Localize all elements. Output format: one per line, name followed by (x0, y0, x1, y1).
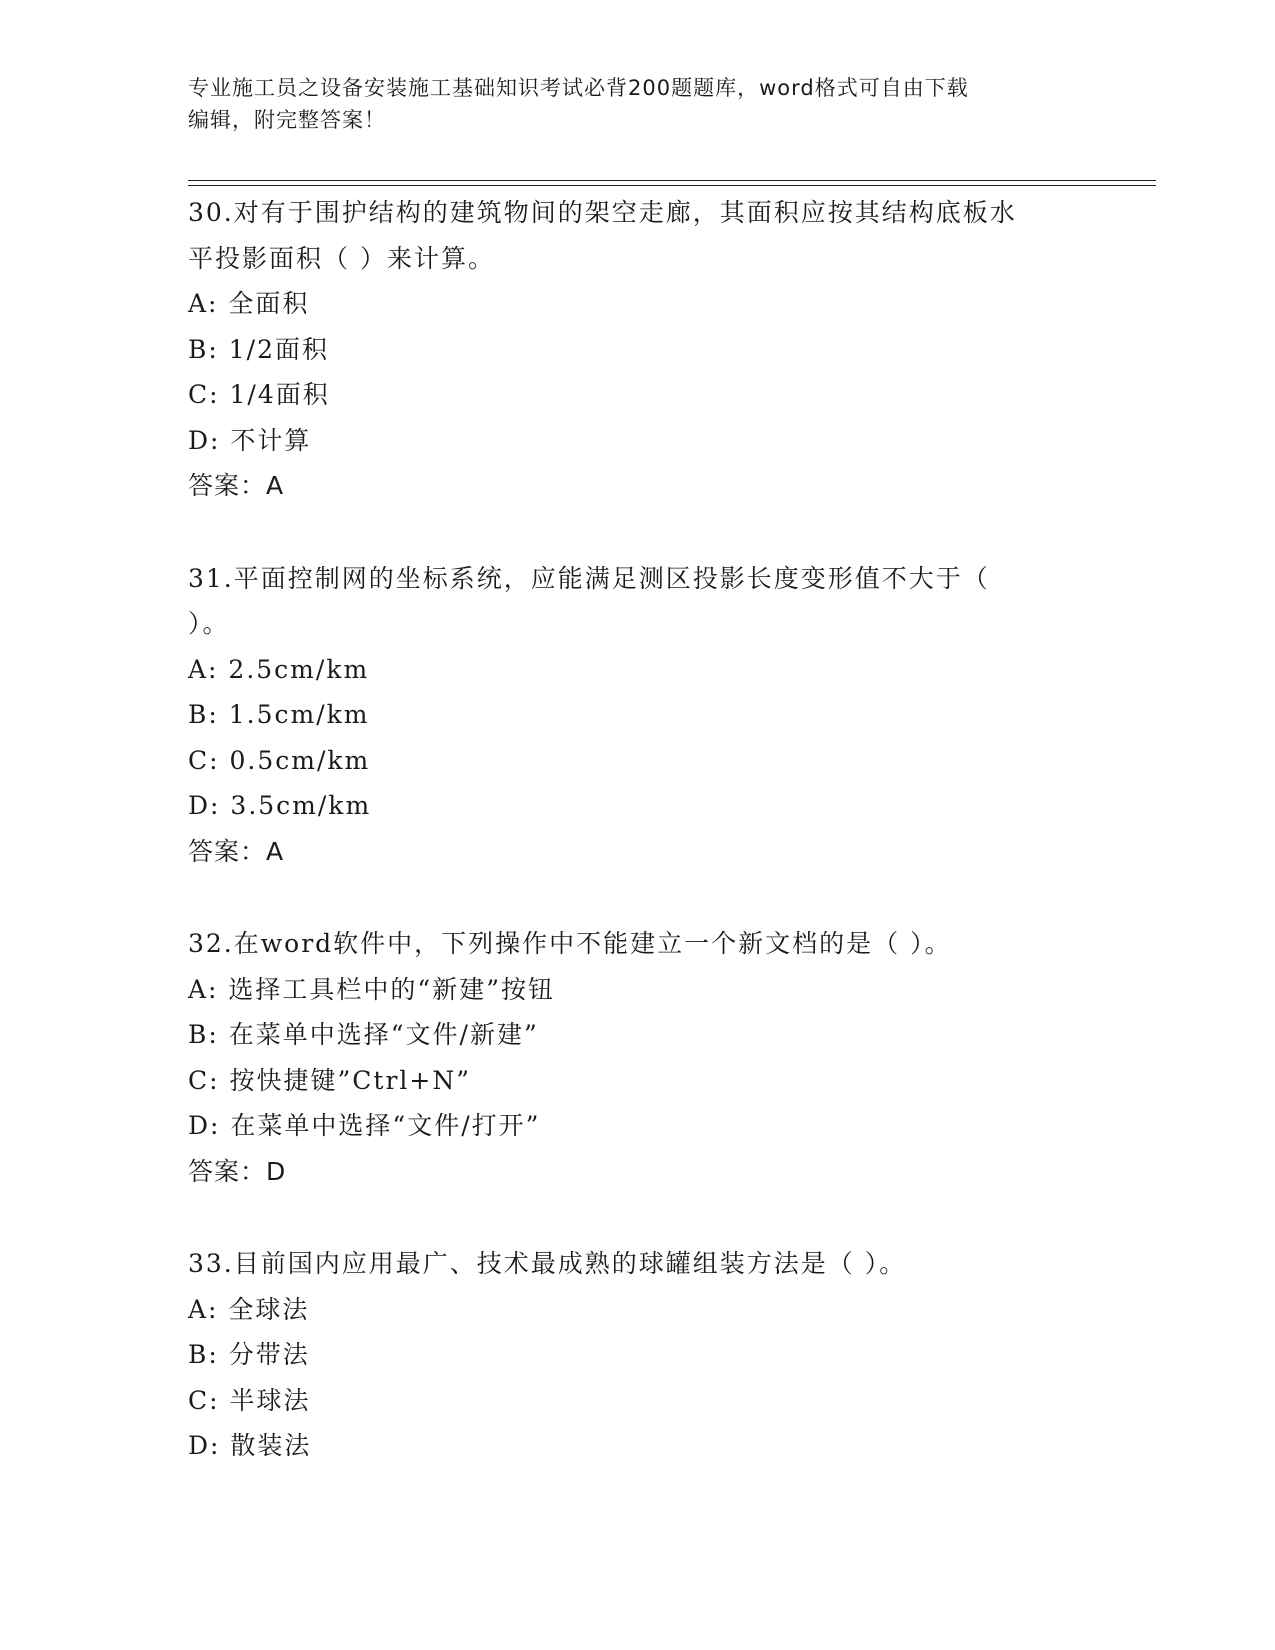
option-a: A: 选择工具栏中的“新建”按钮 (188, 974, 555, 1004)
question-33 (188, 1241, 1088, 1469)
header-title-line-1: 专业施工员之设备安装施工基础知识考试必背200题题库，word格式可自由下载 (188, 76, 969, 100)
option-d: D: 在菜单中选择“文件/打开” (188, 1111, 541, 1140)
option-b: B: 在菜单中选择“文件/新建” (188, 1020, 539, 1049)
option-c: C: 半球法 (188, 1385, 311, 1415)
option-c: C: 1/4面积 (188, 380, 330, 409)
question-stem-continued: ）。 (188, 609, 230, 638)
question-list (188, 190, 1088, 1469)
question-30 (188, 190, 1088, 509)
question-stem: 31.平面控制网的坐标系统，应能满足测区投影长度变形值不大于（ (188, 563, 990, 593)
header-title-line-2: 编辑，附完整答案！ (188, 108, 386, 132)
document-header (188, 72, 1088, 136)
header-divider-bottom (188, 185, 1156, 186)
answer: 答案：A (188, 471, 285, 500)
question-stem: 30.对有于围护结构的建筑物间的架空走廊，其面积应按其结构底板水 (188, 198, 1017, 227)
question-stem-continued: 平投影面积（ ）来计算。 (188, 243, 495, 273)
option-d: D: 3.5cm/km (188, 791, 372, 820)
option-d: D: 散装法 (188, 1431, 312, 1460)
answer: 答案：D (188, 1156, 287, 1186)
option-a: A: 全面积 (188, 289, 310, 318)
question-stem: 32.在word软件中，下列操作中不能建立一个新文档的是（ ）。 (188, 929, 952, 958)
option-b: B: 1.5cm/km (188, 700, 370, 729)
option-c: C: 按快捷键”Ctrl+N” (188, 1065, 472, 1095)
option-b: B: 分带法 (188, 1340, 310, 1369)
option-a: A: 2.5cm/km (188, 654, 370, 684)
answer: 答案：A (188, 836, 285, 866)
header-divider-top (188, 180, 1156, 181)
option-b: B: 1/2面积 (188, 334, 329, 364)
question-stem: 33.目前国内应用最广、技术最成熟的球罐组装方法是（ ）。 (188, 1249, 907, 1278)
option-d: D: 不计算 (188, 425, 312, 455)
question-32 (188, 921, 1088, 1194)
option-a: A: 全球法 (188, 1294, 310, 1324)
option-c: C: 0.5cm/km (188, 745, 371, 775)
question-31 (188, 556, 1088, 875)
